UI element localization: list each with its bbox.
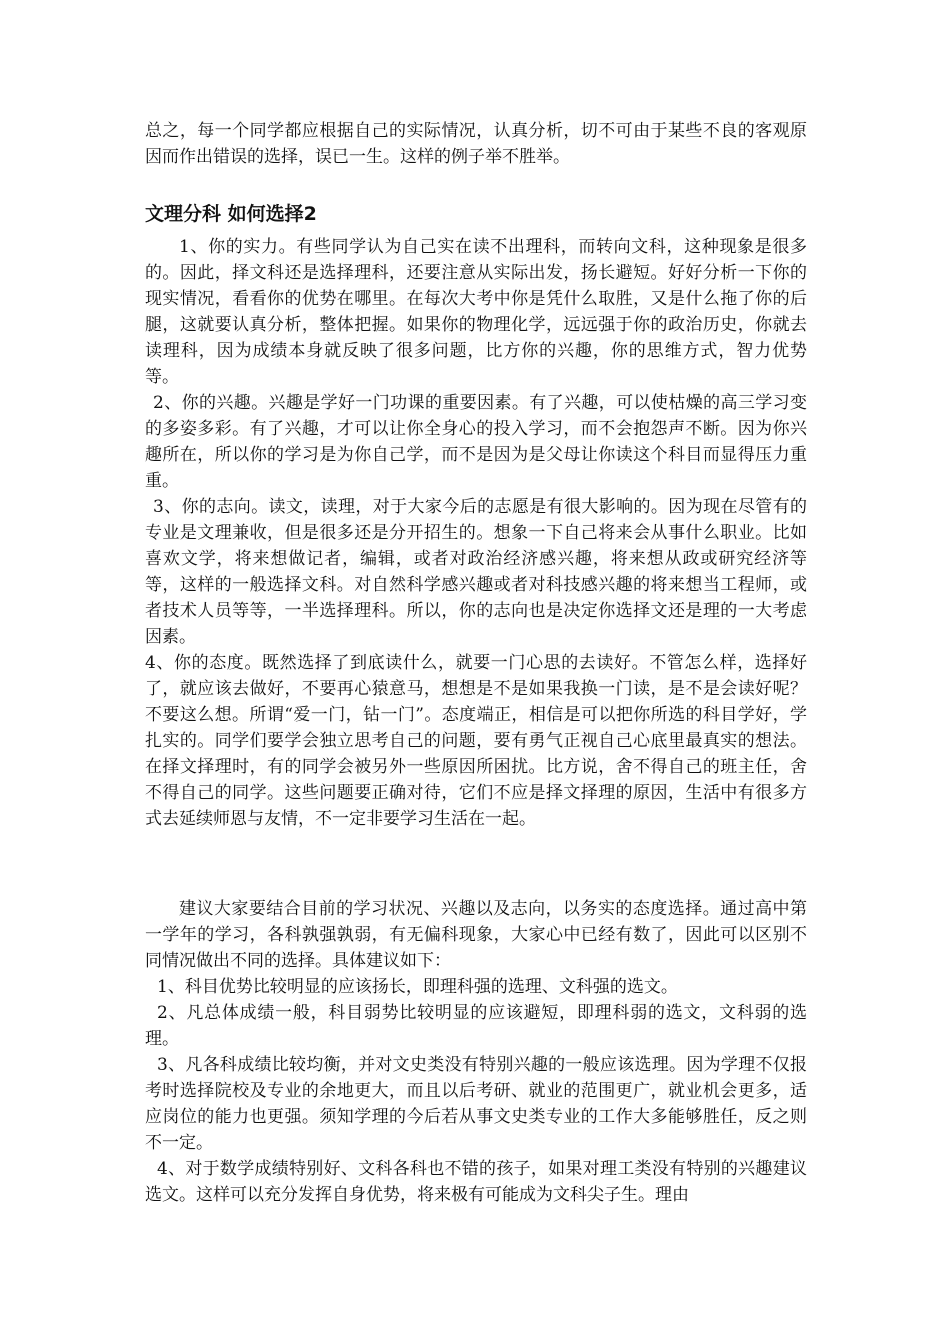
advice-item-1: 1、科目优势比较明显的应该扬长，即理科强的选理、文科强的选文。: [157, 977, 678, 997]
intro-paragraph: 总之，每一个同学都应根据自己的实际情况，认真分析，切不可由于某些不良的客观原因而作出错误的选择，误已一生。这样的例子举不胜举。: [145, 121, 807, 167]
advice-intro-paragraph: 建议大家要结合目前的学习状况、兴趣以及志向，以务实的态度选择。通过高中第一学年的学习，各科孰强孰弱，有无偏科现象，大家心中已经有数了，因此可以区别不同情况做出不同的选择。具体建议如下：: [145, 899, 807, 971]
point-paragraph-1: 1、你的实力。有些同学认为自己实在读不出理科，而转向文科，这种现象是很多的。因此，择文科还是选择理科，还要注意从实际出发，扬长避短。好好分析一下你的现实情况，看看你的优势在哪里。在每次大考中你是凭什么取胜，又是什么拖了你的后腿，这就要认真分析，整体把握。如果你的物理化学，远远强于你的政治历史，你就去读理科，因为成绩本身就反映了很多问题，比方你的兴趣，你的思维方式，智力优势等。: [145, 237, 807, 387]
document-page: [145, 118, 807, 1208]
advice-item-2: 2、凡总体成绩一般，科目弱势比较明显的应该避短，即理科弱的选文，文科弱的选理。: [145, 1003, 807, 1049]
advice-item-4: 4、对于数学成绩特别好、文科各科也不错的孩子，如果对理工类没有特别的兴趣建议选文。这样可以充分发挥自身优势，将来极有可能成为文科尖子生。理由: [145, 1159, 807, 1205]
point-paragraph-2: 2、你的兴趣。兴趣是学好一门功课的重要因素。有了兴趣，可以使枯燥的高三学习变的多姿多彩。有了兴趣，才可以让你全身心的投入学习，而不会抱怨声不断。因为你兴趣所在，所以你的学习是为你自己学，而不是因为是父母让你读这个科目而显得压力重重。: [145, 393, 807, 491]
point-paragraph-4: 4、你的态度。既然选择了到底读什么，就要一门心思的去读好。不管怎么样，选择好了，就应该去做好，不要再心猿意马，想想是不是如果我换一门读，是不是会读好呢？不要这么想。所谓“爱一门，钻一门”。态度端正，相信是可以把你所选的科目学好，学扎实的。同学们要学会独立思考自己的问题，要有勇气正视自己心底里最真实的想法。在择文择理时，有的同学会被另外一些原因所困扰。比方说，舍不得自己的班主任，舍不得自己的同学。这些问题要正确对待，它们不应是择文择理的原因，生活中有很多方式去延续师恩与友情，不一定非要学习生活在一起。: [145, 653, 807, 829]
point-paragraph-3: 3、你的志向。读文，读理，对于大家今后的志愿是有很大影响的。因为现在尽管有的专业是文理兼收，但是很多还是分开招生的。想象一下自己将来会从事什么职业。比如喜欢文学，将来想做记者，编辑，或者对政治经济感兴趣，将来想从政或研究经济等等，这样的一般选择文科。对自然科学感兴趣或者对科技感兴趣的将来想当工程师，或者技术人员等等，一半选择理科。所以，你的志向也是决定你选择文还是理的一大考虑因素。: [145, 497, 807, 647]
advice-item-3: 3、凡各科成绩比较均衡，并对文史类没有特别兴趣的一般应该选理。因为学理不仅报考时选择院校及专业的余地更大，而且以后考研、就业的范围更广，就业机会更多，适应岗位的能力也更强。须知学理的今后若从事文史类专业的工作大多能够胜任，反之则不一定。: [145, 1055, 807, 1153]
section-heading: 文理分科 如何选择2: [145, 203, 317, 225]
section-gap: [145, 832, 807, 896]
